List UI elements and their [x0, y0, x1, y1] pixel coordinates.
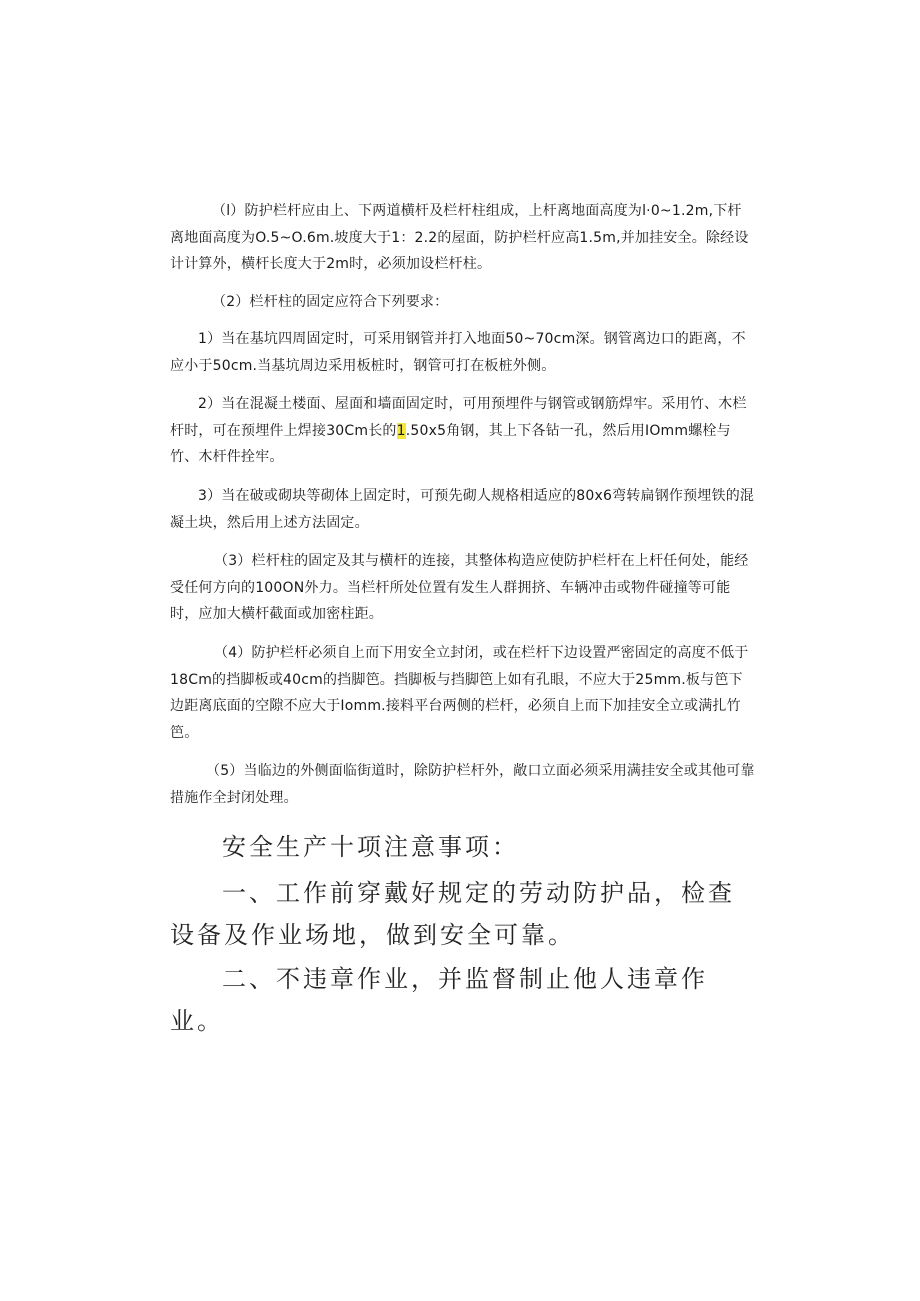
safety-item-1: 一、工作前穿戴好规定的劳动防护品，检查设备及作业场地，做到安全可靠。: [170, 879, 735, 949]
paragraph-post-fixing-heading: （2）栏杆柱的固定应符合下列要求：: [212, 294, 449, 310]
paragraph-post-connection: （3）栏杆柱的固定及其与横杆的连接，其整体构造应使防护栏杆在上杆任何处，能经受任何方向的100ON外力。当栏杆所处位置有发生人群拥挤、车辆冲击或物件碰撞等可能时，应加大横杆截面或加密柱距。: [170, 553, 749, 622]
paragraph-railing-composition: （l）防护栏杆应由上、下两道横杆及栏杆柱组成，上杆离地面高度为l·0~1.2m,下杆离地面高度为O.5~O.6m.坡度大于1：2.2的屋面，防护栏杆应高1.5m,并加挂安全。除经设计计算外，横杆长度大于2m时，必须加设栏杆柱。: [170, 203, 749, 272]
paragraph-concrete-floor-start: 2）当在混凝土楼面、屋面和墙面固定时，可用预埋件与钢管或钢筋焊牢。采用竹、木栏杆时，可在预埋件上焊接30Cm长的: [170, 396, 747, 439]
paragraph-street-side: （5）当临边的外侧面临街道时，除防护栏杆外，敞口立面必须采用满挂安全或其他可靠措施作全封闭处理。: [170, 763, 755, 806]
paragraph-concrete-floor-end: .50x5角钢，其上下各钻一孔，然后用IOmm螺栓与竹、木杆件拴牢。: [170, 422, 731, 465]
paragraph-enclosure: （4）防护栏杆必须自上而下用安全立封闭，或在栏杆下边设置严密固定的高度不低于18Cm的挡脚板或40cm的挡脚笆。挡脚板与挡脚笆上如有孔眼，不应大于25mm.板与笆下边距离底面的空隙不应大于Iomm.接料平台两侧的栏杆，必须自上而下加挂安全立或满扎竹笆。: [170, 645, 749, 741]
highlighted-text: 1: [396, 422, 406, 439]
paragraph-concrete-floor: [170, 391, 755, 471]
safety-heading: 安全生产十项注意事项：: [222, 833, 519, 861]
safety-item-2: 二、不违章作业，并监督制止他人违章作业。: [170, 965, 708, 1035]
paragraph-foundation-pit: 1）当在基坑四周固定时，可采用钢管并打入地面50~70cm深。钢管离边口的距离，不应小于50cm.当基坑周边采用板桩时，钢管可打在板桩外侧。: [170, 331, 746, 374]
paragraph-masonry: 3）当在破或砌块等砌体上固定时，可预先砌人规格相适应的80x6弯转扁钢作预埋铁的混凝土块，然后用上述方法固定。: [170, 488, 755, 531]
